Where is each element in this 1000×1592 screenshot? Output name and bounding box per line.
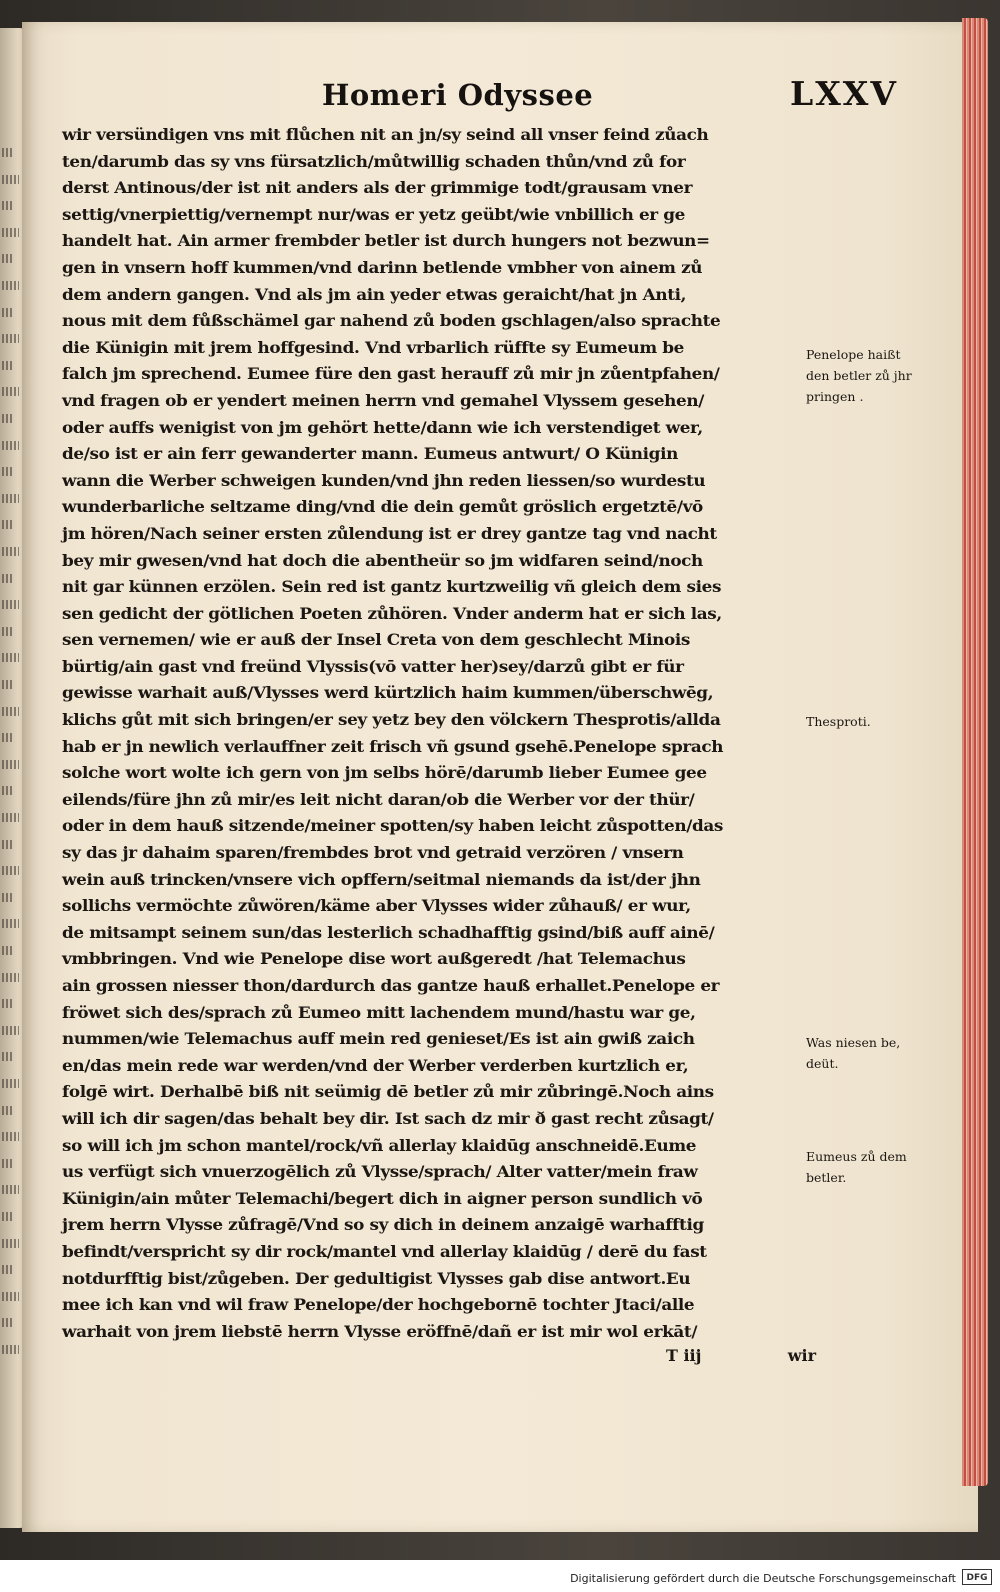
text-line: solche wort wolte ich gern von jm selbs hörē/darumb lieber Eumee gee bbox=[62, 763, 707, 783]
facing-page-text-stub bbox=[2, 1132, 19, 1141]
facing-page-text-stub bbox=[2, 600, 19, 609]
text-line: settig/vnerpiettig/vernempt nur/was er yetz geübt/wie vnbillich er ge bbox=[62, 204, 686, 224]
marginal-note-line: Was niesen be, bbox=[806, 1035, 901, 1050]
text-line: de/so ist er ain ferr gewanderter mann. Eumeus antwurt/ O Künigin bbox=[62, 444, 678, 464]
marginal-note-line: deüt. bbox=[806, 1056, 839, 1071]
text-line: en/das mein rede war werden/vnd der Werber verderben kurtzlich er, bbox=[62, 1055, 689, 1075]
text-line: jrem herrn Vlysse zůfragē/Vnd so sy dich in deinem anzaigē warhafftig bbox=[62, 1215, 704, 1235]
text-line: fröwet sich des/sprach zů Eumeo mitt lachendem mund/hastu war ge, bbox=[62, 1002, 696, 1022]
facing-page-text-stub bbox=[2, 308, 12, 317]
text-line: so will ich jm schon mantel/rock/vñ allerlay klaidūg anschneidē.Eume bbox=[62, 1135, 697, 1155]
text-line: befindt/verspricht sy dir rock/mantel vnd allerlay klaidūg / derē du fast bbox=[62, 1241, 707, 1261]
text-line: ain grossen niesser thon/dardurch das gantze hauß erhallet.Penelope er bbox=[62, 976, 720, 995]
text-line: oder in dem hauß sitzende/meiner spotten/sy haben leicht zůspotten/das bbox=[62, 816, 724, 836]
facing-page-text-stub bbox=[2, 1106, 12, 1115]
text-line: sy das jr dahaim sparen/frembdes brot vnd getraid verzören / vnsern bbox=[62, 843, 684, 863]
text-line: folgē wirt. Derhalbē biß nit seümig dē betler zů mir zůbringē.Noch ains bbox=[62, 1082, 714, 1102]
text-line: oder auffs wenigist von jm gehört hette/dann wie ich verstendiget wer, bbox=[62, 417, 703, 437]
facing-page-text-stub bbox=[2, 201, 12, 210]
marginal-note-niesen bbox=[806, 1032, 956, 1074]
text-line: de mitsampt seinem sun/das lesterlich schadhafftig gsind/biß auff ainē/ bbox=[62, 922, 715, 942]
marginal-note-line: den betler zů jhr bbox=[806, 368, 912, 383]
facing-page-text-stub bbox=[2, 334, 19, 343]
marginal-note-line: betler. bbox=[806, 1170, 847, 1185]
marginal-note-line: Penelope haißt bbox=[806, 347, 901, 362]
facing-page-text-stub bbox=[2, 999, 12, 1008]
marginal-note-penelope bbox=[806, 344, 956, 407]
text-line: will ich dir sagen/das behalt bey dir. Ist sach dz mir ð gast recht zůsagt/ bbox=[62, 1108, 714, 1128]
facing-page-text-stub bbox=[2, 1079, 19, 1088]
facing-page-text-stub bbox=[2, 547, 19, 556]
facing-page-text-stub bbox=[2, 281, 19, 290]
facing-page-text-stub bbox=[2, 760, 19, 769]
text-line: wann die Werber schweigen kunden/vnd jhn reden liessen/so wurdestu bbox=[62, 470, 706, 490]
facing-page-text-stub bbox=[2, 813, 19, 822]
facing-page-text-stub bbox=[2, 1185, 19, 1194]
facing-page-text-stub bbox=[2, 414, 12, 423]
marginal-note-thesproti bbox=[806, 711, 956, 732]
facing-page-text-stub bbox=[2, 361, 12, 370]
text-line: wir versündigen vns mit flůchen nit an jn/sy seind all vnser feind zůach bbox=[62, 125, 709, 144]
text-line: nous mit dem fůßschämel gar nahend zů boden gschlagen/also sprachte bbox=[62, 311, 721, 331]
facing-page-text-stub bbox=[2, 733, 12, 742]
facing-page-text-stub bbox=[2, 467, 12, 476]
text-line: bürtig/ain gast vnd freünd Vlyssis(vō vatter her)sey/darzů gibt er für bbox=[62, 656, 684, 676]
facing-page-text-stub bbox=[2, 1345, 19, 1354]
facing-page-text-stub bbox=[2, 254, 12, 263]
facing-page-text-stub bbox=[2, 1292, 19, 1301]
text-line: warhait von jrem liebstē herrn Vlysse eröffnē/dañ er ist mir wol erkāt/ bbox=[62, 1321, 698, 1341]
text-line: vmbbringen. Vnd wie Penelope dise wort außgeredt /hat Telemachus bbox=[62, 949, 686, 969]
text-line: die Künigin mit jrem hoffgesind. Vnd vrbarlich rüffte sy Eumeum be bbox=[62, 337, 685, 357]
text-line: bey mir gwesen/vnd hat doch die abentheür so jm widfaren seind/noch bbox=[62, 550, 703, 570]
text-line: hab er jn newlich verlauffner zeit frisch vñ gsund gsehē.Penelope sprach bbox=[62, 736, 724, 756]
text-line: sen gedicht der götlichen Poeten zůhören. Vnder anderm hat er sich las, bbox=[62, 603, 722, 623]
catchword-line bbox=[666, 1346, 816, 1365]
facing-page-text-stub bbox=[2, 494, 19, 503]
text-line: mee ich kan vnd wil fraw Penelope/der hochgebornē tochter Jtaci/alle bbox=[62, 1295, 695, 1315]
facing-page-text-stub bbox=[2, 1265, 12, 1274]
text-line: eilends/füre jhn zů mir/es leit nicht daran/ob die Werber vor der thür/ bbox=[62, 789, 695, 809]
folio-number: LXXV bbox=[790, 74, 899, 113]
facing-page-text-stub bbox=[2, 919, 19, 928]
facing-page-text-stub bbox=[2, 946, 12, 955]
text-line: ten/darumb das sy vns fürsatzlich/můtwillig schaden thůn/vnd zů for bbox=[62, 151, 686, 171]
facing-page-text-stub bbox=[2, 441, 19, 450]
facing-page-text-stub bbox=[2, 680, 12, 689]
facing-page-text-stub bbox=[2, 387, 19, 396]
marginal-note-eumeus bbox=[806, 1146, 956, 1188]
facing-page-text-stub bbox=[2, 840, 12, 849]
text-line: vnd fragen ob er yendert meinen herrn vnd gemahel Vlyssem gesehen/ bbox=[62, 390, 705, 410]
facing-page-text-stub bbox=[2, 707, 19, 716]
running-head: Homeri Odyssee bbox=[322, 78, 594, 112]
facing-page-text-stub bbox=[2, 1212, 12, 1221]
facing-page-text-stub bbox=[2, 1318, 12, 1327]
text-line: nummen/wie Telemachus auff mein red genieset/Es ist ain gwiß zaich bbox=[62, 1029, 695, 1049]
text-line: wunderbarliche seltzame ding/vnd die dein gemůt gröslich ergetztē/vō bbox=[62, 497, 703, 517]
text-line: derst Antinous/der ist nit anders als der grimmige todt/grausam vner bbox=[62, 178, 693, 198]
facing-page-text-stub bbox=[2, 866, 19, 875]
facing-page-text-stub bbox=[2, 520, 12, 529]
facing-page-text-stub bbox=[2, 1239, 19, 1248]
text-line: gewisse warhait auß/Vlysses werd kürtzlich haim kummen/überschwēg, bbox=[62, 683, 714, 703]
marginal-note-line: pringen . bbox=[806, 389, 864, 404]
facing-page-text-stub bbox=[2, 653, 19, 662]
catchword: wir bbox=[787, 1346, 816, 1365]
facing-page-text-stub bbox=[2, 228, 19, 237]
text-line: nit gar künnen erzölen. Sein red ist gantz kurtzweilig vñ gleich dem sies bbox=[62, 577, 722, 597]
text-line: dem andern gangen. Vnd als jm ain yeder etwas geraicht/hat jn Anti, bbox=[62, 284, 687, 304]
facing-page-text-stub bbox=[2, 1159, 12, 1168]
red-page-edges bbox=[962, 18, 988, 1486]
facing-page-text-stub bbox=[2, 175, 19, 184]
text-line: gen in vnsern hoff kummen/vnd darinn betlende vmbher von ainem zů bbox=[62, 257, 703, 277]
signature-mark: T iij bbox=[666, 1346, 702, 1365]
body-text bbox=[62, 122, 792, 1345]
facing-page-text-stub bbox=[2, 574, 12, 583]
text-line: Künigin/ain můter Telemachi/begert dich in aigner person sundlich vō bbox=[62, 1188, 703, 1208]
marginal-note-line: Eumeus zů dem bbox=[806, 1149, 907, 1164]
text-line: klichs gůt mit sich bringen/er sey yetz bey den völckern Thesprotis/allda bbox=[62, 710, 721, 730]
facing-page-text-stub bbox=[2, 1052, 12, 1061]
text-line: wein auß trincken/vnsere vich opffern/seitmal niemands da ist/der jhn bbox=[62, 869, 701, 889]
facing-page-text-stub bbox=[2, 627, 12, 636]
dfg-logo: DFG bbox=[962, 1569, 992, 1585]
funding-credit: Digitalisierung gefördert durch die Deutsche Forschungsgemeinschaft bbox=[570, 1572, 956, 1585]
facing-page-text-stub bbox=[2, 148, 12, 157]
marginal-note-line: Thesproti. bbox=[806, 714, 871, 729]
text-line: sen vernemen/ wie er auß der Insel Creta von dem geschlecht Minois bbox=[62, 630, 691, 650]
text-line: handelt hat. Ain armer frembder betler ist durch hungers not bezwun= bbox=[62, 231, 710, 251]
text-line: notdurfftig bist/zůgeben. Der gedultigist Vlysses gab dise antwort.Eu bbox=[62, 1268, 691, 1288]
facing-page-text-stub bbox=[2, 893, 12, 902]
text-line: falch jm sprechend. Eumee füre den gast herauff zů mir jn zůentpfahen/ bbox=[62, 364, 720, 384]
facing-page-text-stub bbox=[2, 973, 19, 982]
facing-page-text-stub bbox=[2, 786, 12, 795]
text-line: sollichs vermöchte zůwören/käme aber Vlysses wider zůhauß/ er wur, bbox=[62, 896, 691, 916]
facing-page-text-stub bbox=[2, 1026, 19, 1035]
text-line: us verfügt sich vnuerzogēlich zů Vlysse/sprach/ Alter vatter/mein fraw bbox=[62, 1162, 698, 1182]
text-line: jm hören/Nach seiner ersten zůlendung ist er drey gantze tag vnd nacht bbox=[62, 523, 717, 543]
